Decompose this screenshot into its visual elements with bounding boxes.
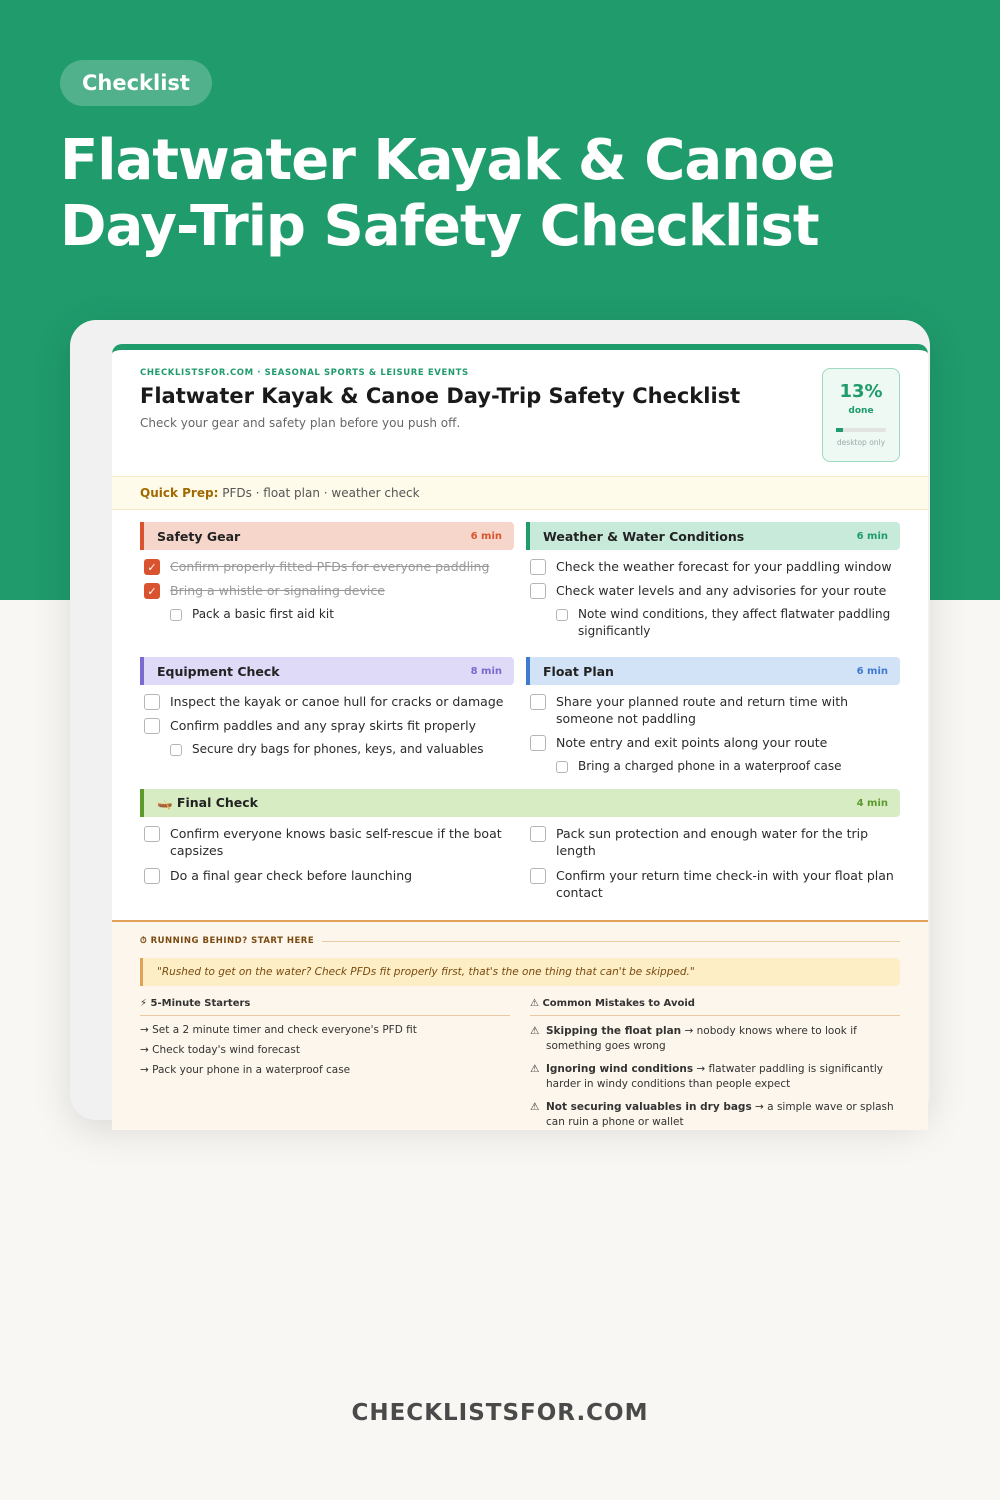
checklist-item-label: Share your planned route and return time with someone not paddling xyxy=(556,694,849,726)
mistake-detail: → a simple wave or splash can ruin a phone or wallet xyxy=(546,1101,894,1128)
progress-note: desktop only xyxy=(836,438,886,447)
checklist-items xyxy=(526,693,900,775)
breadcrumb[interactable]: CHECKLISTSFOR.COM · SEASONAL SPORTS & LEISURE EVENTS xyxy=(140,368,469,378)
checklist-item[interactable] xyxy=(526,693,900,727)
warning-icon: ⚠ xyxy=(530,1025,540,1037)
progress-widget xyxy=(822,368,900,462)
checklist-card xyxy=(112,344,928,1128)
mistake-title: Not securing valuables in dry bags xyxy=(546,1101,752,1113)
mistake-item xyxy=(530,1100,900,1130)
hero-title: Flatwater Kayak & Canoe Day-Trip Safety Checklist xyxy=(60,128,835,259)
card-header xyxy=(140,368,800,430)
checklist-item-label: Pack sun protection and enough water for the trip length xyxy=(556,826,869,858)
checklist-item[interactable] xyxy=(140,693,514,710)
checkbox-icon[interactable] xyxy=(144,826,160,842)
checkbox-icon[interactable] xyxy=(556,609,568,621)
checklist-items xyxy=(140,558,514,623)
section-time: 6 min xyxy=(470,530,502,542)
quick-prep-label: Quick Prep: xyxy=(140,486,219,500)
section-weather-water xyxy=(526,522,900,647)
checklist-item-label: Check the weather forecast for your paddling window xyxy=(556,559,892,574)
quick-prep-text: PFDs · float plan · weather check xyxy=(222,486,420,500)
card-title: Flatwater Kayak & Canoe Day-Trip Safety Checklist xyxy=(140,384,741,408)
checklist-item[interactable] xyxy=(140,582,514,599)
checkbox-icon[interactable] xyxy=(170,744,182,756)
checklist-item[interactable] xyxy=(140,867,514,901)
mistakes-column xyxy=(530,998,900,1130)
section-time: 8 min xyxy=(470,665,502,677)
checkbox-icon[interactable] xyxy=(144,868,160,884)
checkbox-icon[interactable] xyxy=(144,718,160,734)
checklist-item-label: Inspect the kayak or canoe hull for cracks or damage xyxy=(170,694,504,709)
checklist-item-label: Confirm everyone knows basic self-rescue if the boat capsizes xyxy=(170,826,502,858)
mistakes-title: ⚠ Common Mistakes to Avoid xyxy=(530,998,900,1016)
tip-quote: "Rushed to get on the water? Check PFDs fit properly first, that's the one thing that can't be skipped." xyxy=(140,958,900,986)
mistake-item xyxy=(530,1024,900,1054)
checklist-item-label: Bring a charged phone in a waterproof case xyxy=(578,759,842,773)
starters-title: ⚡ 5-Minute Starters xyxy=(140,998,510,1016)
starters-column xyxy=(140,998,510,1076)
section-title: Equipment Check xyxy=(157,663,280,679)
mistake-detail: → nobody knows where to look if something goes wrong xyxy=(546,1025,857,1052)
starter-item: → Pack your phone in a waterproof case xyxy=(140,1064,351,1076)
section-header xyxy=(140,657,514,685)
progress-label: done xyxy=(848,406,874,416)
starter-item: → Set a 2 minute timer and check everyone's PFD fit xyxy=(140,1024,417,1036)
divider xyxy=(322,941,900,942)
checkbox-checked-icon[interactable]: ✓ xyxy=(144,559,160,575)
running-behind-title: ⏱ RUNNING BEHIND? START HERE xyxy=(140,936,315,946)
section-header xyxy=(140,789,900,817)
section-time: 6 min xyxy=(856,530,888,542)
checkbox-icon[interactable] xyxy=(144,694,160,710)
checklist-item[interactable] xyxy=(526,867,900,901)
checkbox-icon[interactable] xyxy=(530,826,546,842)
checklist-item-label: Note entry and exit points along your route xyxy=(556,735,828,750)
checklist-item-label: Check water levels and any advisories for your route xyxy=(556,583,887,598)
checklist-item[interactable] xyxy=(140,825,514,859)
warning-icon: ⚠ xyxy=(530,1101,540,1113)
starter-item: → Check today's wind forecast xyxy=(140,1044,300,1056)
mistake-title: Ignoring wind conditions xyxy=(546,1063,694,1075)
running-behind-header xyxy=(140,936,900,946)
progress-fill xyxy=(836,428,843,432)
progress-track xyxy=(836,428,886,432)
checklist-item[interactable] xyxy=(140,558,514,575)
checklist-item[interactable] xyxy=(552,758,900,775)
section-time: 6 min xyxy=(856,665,888,677)
section-time: 4 min xyxy=(856,797,888,809)
section-final-check xyxy=(140,789,900,909)
checkbox-icon[interactable] xyxy=(530,735,546,751)
device-frame xyxy=(70,320,930,1128)
checklist-items xyxy=(526,558,900,640)
section-header xyxy=(526,657,900,685)
warning-icon: ⚠ xyxy=(530,1063,540,1075)
checklist-item-label: Bring a whistle or signaling device xyxy=(170,583,385,598)
section-title: 🛶 Final Check xyxy=(157,795,258,810)
checklist-item[interactable] xyxy=(140,717,514,734)
mistake-item xyxy=(530,1062,900,1092)
running-behind-panel xyxy=(112,920,928,1130)
checklist-item-label: Note wind conditions, they affect flatwater paddling significantly xyxy=(578,607,891,638)
checklist-item-label: Do a final gear check before launching xyxy=(170,868,413,883)
checklist-item-label: Confirm paddles and any spray skirts fit properly xyxy=(170,718,476,733)
card-subtitle: Check your gear and safety plan before you push off. xyxy=(140,416,461,430)
checkbox-icon[interactable] xyxy=(556,761,568,773)
section-header xyxy=(526,522,900,550)
section-title: Safety Gear xyxy=(157,528,241,544)
checklist-item[interactable] xyxy=(526,825,900,859)
checkbox-icon[interactable] xyxy=(530,559,546,575)
section-float-plan xyxy=(526,657,900,782)
quick-prep-bar xyxy=(112,476,928,510)
checklist-badge: Checklist xyxy=(60,60,212,106)
section-equipment-check xyxy=(140,657,514,765)
section-safety-gear xyxy=(140,522,514,630)
mistake-title: Skipping the float plan xyxy=(546,1025,682,1037)
checkbox-icon[interactable] xyxy=(530,583,546,599)
checkbox-icon[interactable] xyxy=(530,868,546,884)
checklist-item[interactable] xyxy=(166,741,514,758)
checklist-item[interactable] xyxy=(166,606,514,623)
checklist-item[interactable] xyxy=(526,558,900,575)
mistake-detail: → flatwater paddling is significantly harder in windy conditions than people expect xyxy=(546,1063,883,1090)
checklist-items xyxy=(140,825,900,909)
checklist-item-label: Pack a basic first aid kit xyxy=(192,607,334,621)
checklist-item-label: Confirm properly fitted PFDs for everyone paddling xyxy=(170,559,490,574)
section-title: Float Plan xyxy=(543,663,614,679)
checklist-item[interactable] xyxy=(552,606,900,640)
section-title: Weather & Water Conditions xyxy=(543,528,745,544)
checkbox-checked-icon[interactable]: ✓ xyxy=(144,583,160,599)
checklist-item[interactable] xyxy=(526,582,900,599)
checklist-item[interactable] xyxy=(526,734,900,751)
site-footer[interactable]: CHECKLISTSFOR.COM xyxy=(351,1400,649,1426)
checklist-items xyxy=(140,693,514,758)
progress-percent: 13% xyxy=(839,381,883,402)
checklist-item-label: Confirm your return time check-in with your float plan contact xyxy=(556,868,894,900)
checkbox-icon[interactable] xyxy=(530,694,546,710)
checklist-item-label: Secure dry bags for phones, keys, and valuables xyxy=(192,742,484,756)
section-header xyxy=(140,522,514,550)
checkbox-icon[interactable] xyxy=(170,609,182,621)
